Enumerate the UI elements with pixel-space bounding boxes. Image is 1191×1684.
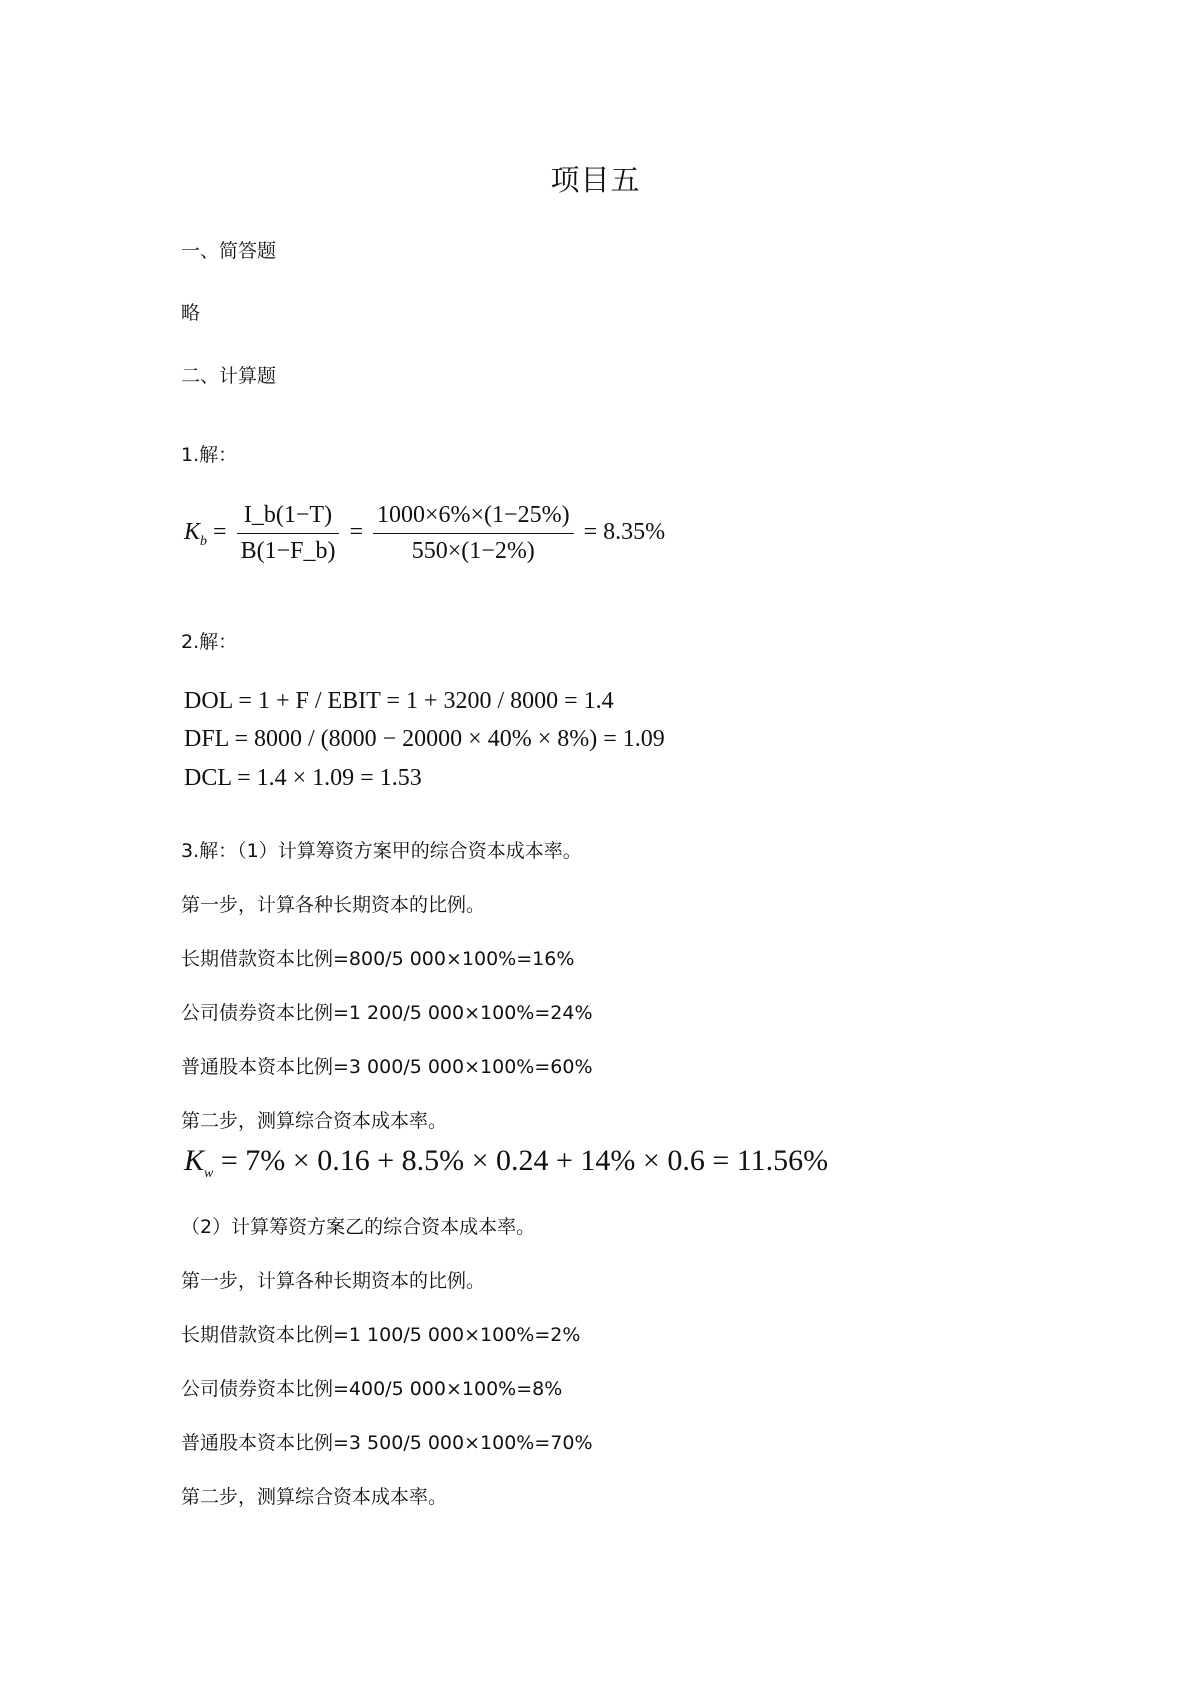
q1-result: = 8.35% xyxy=(583,519,666,546)
q2-label: 2.解： xyxy=(181,631,238,653)
q3a-kw-equation xyxy=(184,1144,828,1182)
q3b-loan-ratio: 长期借款资本比例=1 100/5 000×100%=2% xyxy=(181,1324,581,1346)
q1-label: 1.解： xyxy=(181,444,238,466)
q1-fraction-formula-denominator: B(1−F_b) xyxy=(240,538,336,564)
q1-fraction-formula xyxy=(237,502,340,565)
q2-dcl-equation: DCL = 1.4 × 1.09 = 1.53 xyxy=(184,765,422,791)
q3b-label: （2）计算筹资方案乙的综合资本成本率。 xyxy=(181,1216,536,1238)
q3a-kw-lhs: K xyxy=(184,1144,205,1177)
q3a-step1: 第一步，计算各种长期资本的比例。 xyxy=(181,894,486,916)
q1-fraction-values xyxy=(373,502,574,565)
q3b-bond-ratio: 公司债券资本比例=400/5 000×100%=8% xyxy=(181,1378,563,1400)
q3b-step1: 第一步，计算各种长期资本的比例。 xyxy=(181,1270,486,1292)
short-answer-text: 略 xyxy=(181,302,201,324)
q3b-step2: 第二步，测算综合资本成本率。 xyxy=(181,1486,448,1508)
q1-lhs: K xyxy=(184,519,201,546)
page-title: 项目五 xyxy=(550,163,641,197)
q1-fraction-formula-numerator: I_b(1−T) xyxy=(237,502,340,534)
q3a-stock-ratio: 普通股本资本比例=3 000/5 000×100%=60% xyxy=(181,1056,593,1078)
q3a-kw-rhs: = 7% × 0.16 + 8.5% × 0.24 + 14% × 0.6 = 11.56% xyxy=(220,1144,829,1177)
q1-equation: $K_b$ = $\frac{I\_b(1-T)}{B(1-F\_b)}$ = $\frac{1000\times 6\%\times(1-25\%)}{550\times(1-2\%)}$ = 8.35% xyxy=(184,502,666,564)
section-heading-short-answer: 一、简答题 xyxy=(181,240,277,262)
q3a-step2: 第二步，测算综合资本成本率。 xyxy=(181,1110,448,1132)
q3a-bond-ratio: 公司债券资本比例=1 200/5 000×100%=24% xyxy=(181,1002,593,1024)
q3a-kw-sub: w xyxy=(204,1166,214,1181)
q3-label: 3.解：（1）计算筹资方案甲的综合资本成本率。 xyxy=(181,840,582,862)
q1-lhs-sub: b xyxy=(200,533,208,549)
q3a-loan-ratio: 长期借款资本比例=800/5 000×100%=16% xyxy=(181,948,575,970)
q2-dfl-equation: DFL = 8000 / (8000 − 20000 × 40% × 8%) = 1.09 xyxy=(184,726,665,752)
q3b-stock-ratio: 普通股本资本比例=3 500/5 000×100%=70% xyxy=(181,1432,593,1454)
section-heading-calculation: 二、计算题 xyxy=(181,365,277,387)
q1-fraction-values-numerator: 1000×6%×(1−25%) xyxy=(373,502,574,534)
q2-dol-equation: DOL = 1 + F / EBIT = 1 + 3200 / 8000 = 1.4 xyxy=(184,688,614,714)
q1-fraction-values-denominator: 550×(1−2%) xyxy=(411,538,535,564)
